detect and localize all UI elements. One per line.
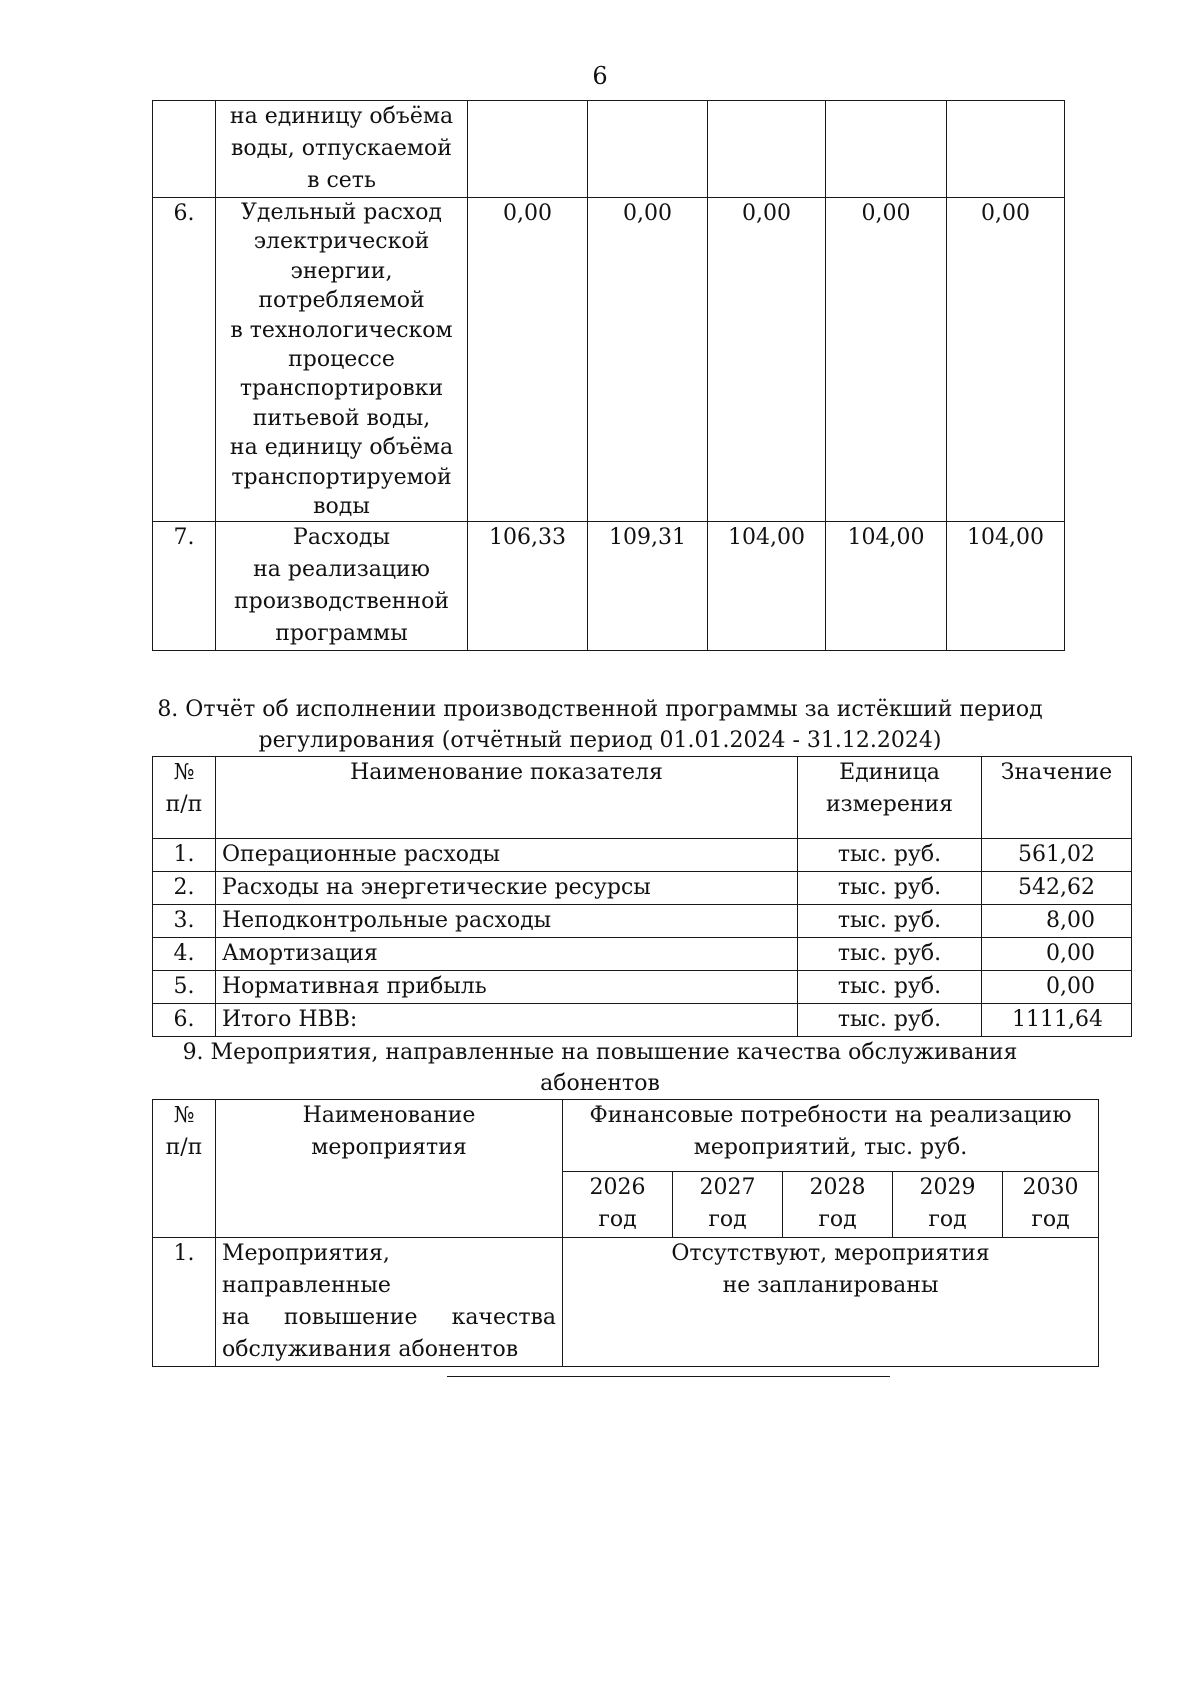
value-cell: 104,00: [826, 522, 947, 651]
header-num-line: №: [173, 1103, 195, 1128]
row-number: 1.: [153, 839, 216, 872]
row-value: 0,00: [982, 938, 1132, 971]
measure-name-word: качества: [451, 1305, 556, 1330]
year-value: 2029: [919, 1175, 976, 1200]
section-8-title-line: 8. Отчёт об исполнении производственной программы за истёкший период: [157, 697, 1043, 722]
row-unit: тыс. руб.: [798, 839, 982, 872]
table-row: [153, 101, 1065, 198]
value-cell: [468, 101, 588, 198]
indicator-name-line: Удельный расход: [241, 200, 442, 225]
indicator-name-line: в технологическом: [230, 317, 453, 343]
row-unit: тыс. руб.: [798, 905, 982, 938]
row-name: Неподконтрольные расходы: [216, 905, 798, 938]
indicator-name-line: в сеть: [307, 168, 376, 193]
measure-name-word: повышение: [283, 1305, 418, 1330]
measure-name-line: Мероприятия, направленные: [222, 1241, 391, 1298]
header-financial-needs: [563, 1100, 1099, 1172]
indicator-name: [216, 198, 468, 522]
row-number: 3.: [153, 905, 216, 938]
table-row: [153, 872, 1132, 905]
row-unit: тыс. руб.: [798, 938, 982, 971]
value-cell: [588, 101, 708, 198]
value-cell: 0,00: [468, 198, 588, 522]
header-financial-line: мероприятий, тыс. руб.: [693, 1135, 968, 1160]
row-name: Итого НВВ:: [216, 1004, 798, 1037]
header-unit-line: Единица: [839, 760, 940, 785]
indicator-name-line: потребляемой: [258, 288, 425, 314]
value-cell: 106,33: [468, 522, 588, 651]
table-header-row: [153, 757, 1132, 839]
row-number: 4.: [153, 938, 216, 971]
measure-name-line: [222, 1302, 556, 1334]
indicator-name: [216, 101, 468, 198]
value-cell: 104,00: [947, 522, 1065, 651]
year-value: 2027: [699, 1175, 756, 1200]
page-number: 6: [592, 62, 608, 90]
table-row: [153, 971, 1132, 1004]
indicator-name-line: на единицу объёма: [229, 104, 454, 129]
indicator-name-line: транспортировки: [239, 376, 444, 402]
indicator-name-line: на реализацию: [253, 557, 430, 583]
value-cell: 109,31: [588, 522, 708, 651]
measure-note: [563, 1238, 1099, 1367]
header-unit-line: измерения: [825, 792, 954, 817]
year-suffix: год: [1031, 1207, 1070, 1232]
header-unit: [798, 757, 982, 839]
year-header: [1003, 1172, 1099, 1238]
value-cell: [708, 101, 826, 198]
indicator-name-line: транспортируемой: [231, 464, 452, 490]
table-header-row: [153, 1100, 1099, 1172]
year-header: [673, 1172, 783, 1238]
header-num: [153, 757, 216, 839]
header-num-line: №: [173, 760, 195, 785]
row-number: 5.: [153, 971, 216, 1004]
row-value: 561,02: [982, 839, 1132, 872]
table-row: [153, 198, 1065, 522]
header-num: [153, 1100, 216, 1238]
table-row: [153, 1238, 1099, 1367]
indicators-table-continued: [152, 100, 1065, 651]
year-suffix: год: [818, 1207, 857, 1232]
row-unit: тыс. руб.: [798, 872, 982, 905]
indicator-name-line: процессе: [288, 347, 395, 373]
table-row: [153, 839, 1132, 872]
section-9-title-line: абонентов: [540, 1071, 660, 1096]
measure-name-word: на: [222, 1305, 250, 1330]
row-name: Нормативная прибыль: [216, 971, 798, 1004]
measure-note-line: не запланированы: [722, 1273, 939, 1298]
row-number: 7.: [153, 522, 216, 651]
year-value: 2028: [809, 1175, 866, 1200]
indicator-name-line: программы: [275, 621, 408, 647]
value-cell: [947, 101, 1065, 198]
header-num-line: п/п: [165, 792, 203, 817]
measure-name-line: обслуживания абонентов: [222, 1337, 519, 1362]
value-cell: [826, 101, 947, 198]
table-row: [153, 1004, 1132, 1037]
row-value: 8,00: [982, 905, 1132, 938]
table-row: [153, 905, 1132, 938]
row-number: [153, 101, 216, 198]
row-unit: тыс. руб.: [798, 1004, 982, 1037]
year-suffix: год: [708, 1207, 747, 1232]
end-rule: [447, 1376, 890, 1377]
year-suffix: год: [598, 1207, 637, 1232]
year-header: [783, 1172, 893, 1238]
indicator-name-line: воды, отпускаемой: [231, 136, 452, 161]
value-cell: 0,00: [588, 198, 708, 522]
row-value: 0,00: [982, 971, 1132, 1004]
row-name: Операционные расходы: [216, 839, 798, 872]
row-name: Амортизация: [216, 938, 798, 971]
row-name: Расходы на энергетические ресурсы: [216, 872, 798, 905]
header-name: Наименование показателя: [216, 757, 798, 839]
table-row: [153, 938, 1132, 971]
header-financial-line: Финансовые потребности на реализацию: [589, 1103, 1072, 1128]
value-cell: 0,00: [826, 198, 947, 522]
table-row: [153, 522, 1065, 651]
value-cell: 0,00: [947, 198, 1065, 522]
header-name: Наименование мероприятия: [216, 1100, 563, 1238]
section-8-title-line: регулирования (отчётный период 01.01.2024 - 31.12.2024): [258, 728, 942, 753]
section-8-title: [0, 694, 1200, 756]
row-number: 2.: [153, 872, 216, 905]
header-value: Значение: [982, 757, 1132, 839]
value-cell: 0,00: [708, 198, 826, 522]
indicator-name-line: производственной: [234, 589, 449, 615]
measures-table: [152, 1099, 1099, 1367]
value-cell: 104,00: [708, 522, 826, 651]
row-value: 1111,64: [982, 1004, 1132, 1037]
indicator-name: [216, 522, 468, 651]
row-number: 1.: [153, 1238, 216, 1367]
report-table: [152, 756, 1132, 1037]
section-9-title-line: 9. Мероприятия, направленные на повышение качества обслуживания: [182, 1040, 1018, 1065]
indicator-name-line: воды: [313, 494, 370, 520]
year-value: 2026: [589, 1175, 646, 1200]
year-header: [893, 1172, 1003, 1238]
indicator-name-line: на единицу объёма: [229, 435, 454, 461]
measure-note-line: Отсутствуют, мероприятия: [671, 1241, 990, 1266]
row-value: 542,62: [982, 872, 1132, 905]
indicator-name-line: питьевой воды,: [252, 405, 431, 431]
row-number: 6.: [153, 198, 216, 522]
indicator-name-line: Расходы: [293, 525, 390, 551]
row-unit: тыс. руб.: [798, 971, 982, 1004]
year-suffix: год: [928, 1207, 967, 1232]
year-header: [563, 1172, 673, 1238]
header-num-line: п/п: [165, 1135, 203, 1160]
indicator-name-line: электрической: [253, 229, 430, 255]
section-9-title: [0, 1037, 1200, 1099]
row-number: 6.: [153, 1004, 216, 1037]
year-value: 2030: [1022, 1175, 1079, 1200]
measure-name: [216, 1238, 563, 1367]
indicator-name-line: энергии,: [290, 258, 393, 284]
